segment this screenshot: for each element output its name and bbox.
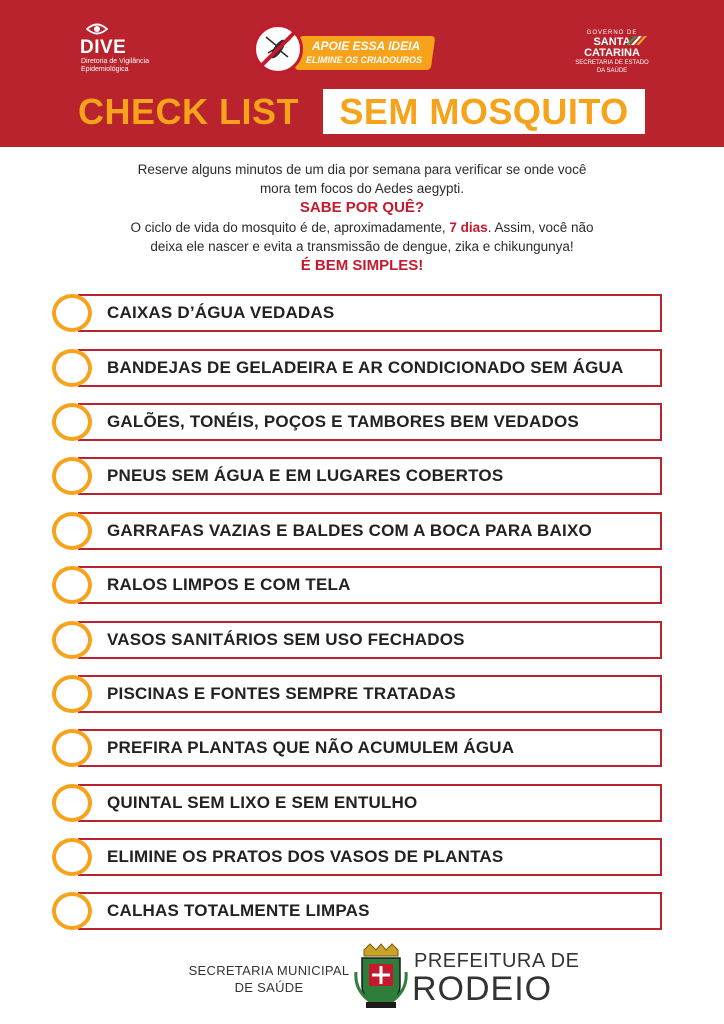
gov-line2: SANTA <box>593 36 631 48</box>
checklist-item-label: CALHAS TOTALMENTE LIMPAS <box>107 901 370 920</box>
checkbox-circle[interactable] <box>52 349 92 387</box>
subheading-e-bem-simples: É BEM SIMPLES! <box>300 257 424 274</box>
campaign-banner <box>295 36 436 70</box>
dive-logo <box>72 22 149 82</box>
dive-logo-subtitle <box>81 58 151 74</box>
checklist-item <box>52 892 662 930</box>
checkbox-circle[interactable] <box>52 838 92 876</box>
flag-stripes-icon <box>626 36 648 45</box>
checkbox-circle[interactable] <box>52 892 92 930</box>
intro-paragraph1-line1: Reserve alguns minutos de um dia por semana para verificar se onde você <box>137 162 587 177</box>
checkbox-circle[interactable] <box>52 512 92 550</box>
no-mosquito-icon <box>256 27 300 71</box>
intro-paragraph2-line1 <box>50 218 674 237</box>
campaign-line1: APOIE ESSA IDEIA <box>311 39 421 53</box>
campaign-circle <box>253 24 303 74</box>
header-banner <box>0 0 724 147</box>
checklist-item <box>52 675 662 713</box>
checklist-item-label: RALOS LIMPOS E COM TELA <box>107 575 351 594</box>
intro-paragraph2-a: O ciclo de vida do mosquito é de, aproximadamente, <box>130 220 446 235</box>
prefeitura-line2: RODEIO <box>412 970 553 1008</box>
gov-line1: GOVERNO DE <box>586 30 638 36</box>
checklist-item-label: ELIMINE OS PRATOS DOS VASOS DE PLANTAS <box>107 847 504 866</box>
title-check-list: CHECK LIST <box>78 91 299 132</box>
checklist-item <box>52 349 662 387</box>
gov-line4: SECRETARIA DE ESTADO <box>575 60 649 66</box>
campaign-badge <box>253 20 435 78</box>
eye-icon <box>86 22 108 36</box>
santa-catarina-logo <box>572 30 652 76</box>
intro-paragraph1-line2: mora tem focos do Aedes aegypti. <box>259 181 465 196</box>
checklist-item <box>52 512 662 550</box>
checklist-item <box>52 729 662 767</box>
gov-line5: DA SAÚDE <box>596 68 628 74</box>
checklist-item <box>52 403 662 441</box>
checkbox-circle[interactable] <box>52 566 92 604</box>
dive-logo-name: DIVE <box>80 37 127 58</box>
campaign-line2: ELIMINE OS CRIADOUROS <box>306 55 423 65</box>
checklist-item-label: GARRAFAS VAZIAS E BALDES COM A BOCA PARA BAIXO <box>107 521 592 540</box>
checklist-item <box>52 566 662 604</box>
checkbox-circle[interactable] <box>52 294 92 332</box>
dive-subtitle-line1: Diretoria de Vigilância <box>81 58 149 65</box>
checklist-item <box>52 838 662 876</box>
checklist-item-label: VASOS SANITÁRIOS SEM USO FECHADOS <box>107 630 465 649</box>
checklist-item <box>52 621 662 659</box>
checklist-item <box>52 294 662 332</box>
intro-paragraph2-b: . Assim, você não <box>487 220 594 235</box>
subheading-sabe-por-que: SABE POR QUÊ? <box>299 199 425 216</box>
checklist-item-label: PNEUS SEM ÁGUA E EM LUGARES COBERTOS <box>107 466 504 485</box>
checklist-item <box>52 457 662 495</box>
secretaria-line1: SECRETARIA MUNICIPAL <box>188 963 350 978</box>
checklist-item-label: GALÕES, TONÉIS, POÇOS E TAMBORES BEM VEDADOS <box>107 412 579 431</box>
checklist-item-label: QUINTAL SEM LIXO E SEM ENTULHO <box>107 793 418 812</box>
checklist-item-label: BANDEJAS DE GELADEIRA E AR CONDICIONADO SEM ÁGUA <box>107 358 624 377</box>
checklist-item-label: PISCINAS E FONTES SEMPRE TRATADAS <box>107 684 456 703</box>
municipal-crest-icon <box>354 942 408 1010</box>
secretaria-municipal-logo <box>185 962 353 996</box>
checkbox-circle[interactable] <box>52 621 92 659</box>
gov-line3: CATARINA <box>584 47 640 59</box>
checkbox-circle[interactable] <box>52 457 92 495</box>
checklist-item-label: PREFIRA PLANTAS QUE NÃO ACUMULEM ÁGUA <box>107 738 515 757</box>
title-box <box>323 89 645 134</box>
dive-subtitle-line2: Epidemiológica <box>81 66 129 73</box>
seven-days-highlight: 7 dias <box>449 220 488 235</box>
checkbox-circle[interactable] <box>52 784 92 822</box>
intro-text <box>50 160 674 276</box>
checkbox-circle[interactable] <box>52 403 92 441</box>
intro-paragraph2-line2: deixa ele nascer e evita a transmissão de dengue, zika e chikungunya! <box>150 239 574 254</box>
prefeitura-line1: PREFEITURA DE <box>414 950 580 972</box>
title-sem-mosquito: SEM MOSQUITO <box>339 91 629 132</box>
checkbox-circle[interactable] <box>52 675 92 713</box>
checklist-item-label: CAIXAS D’ÁGUA VEDADAS <box>107 303 335 322</box>
checkbox-circle[interactable] <box>52 729 92 767</box>
secretaria-line2: DE SAÚDE <box>234 980 304 995</box>
checklist-item <box>52 784 662 822</box>
